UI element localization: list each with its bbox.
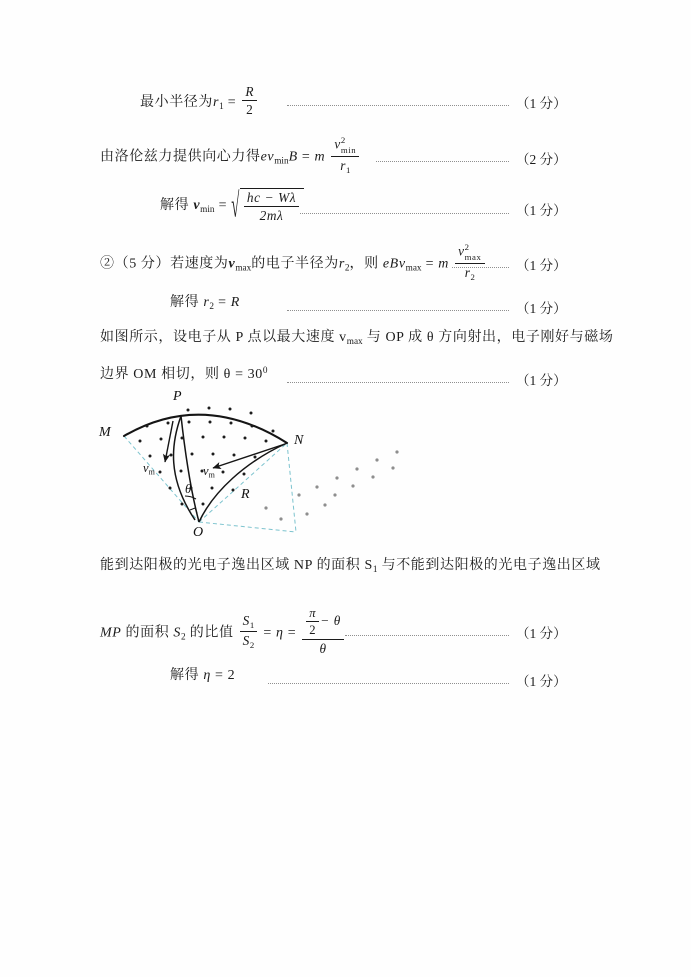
line2-num-subsup — [341, 136, 356, 155]
line9-big-den: θ — [319, 640, 327, 656]
line4-equals: = — [425, 256, 435, 272]
line5-equals: = — [218, 295, 227, 310]
figure-label-theta: θ — [185, 481, 192, 496]
line7-degree: 0 — [262, 365, 269, 375]
line4-fraction — [455, 243, 484, 282]
line4-r-var: r — [338, 256, 345, 272]
score-7: （1 分） — [516, 373, 567, 388]
line5-rhs: R — [230, 295, 240, 310]
line6-v-sub: max — [346, 335, 363, 346]
line1-prefix: 最小半径为 — [140, 95, 213, 110]
line9-big-num — [302, 606, 344, 640]
line3-radicand — [240, 188, 304, 224]
line4-den-sub: 2 — [470, 271, 475, 282]
line9-ratio-den-var: S — [242, 632, 250, 648]
line3-sqrt — [231, 188, 304, 224]
construction-dashes — [124, 436, 296, 532]
line4-num-subsup — [465, 243, 482, 262]
line9-prefix-a: MP — [100, 625, 122, 641]
line1-var-sub: 1 — [219, 100, 224, 111]
line9-minus-theta: − θ — [320, 612, 341, 628]
line2-frac-denominator — [331, 157, 359, 175]
trajectory-P-to-O — [181, 416, 199, 522]
leader-line-5 — [287, 309, 509, 311]
line5-var-sub: 2 — [209, 300, 214, 311]
line4-den-var: r — [464, 264, 471, 280]
figure-label-P: P — [173, 389, 182, 404]
line3-frac-denominator: 2mλ — [259, 208, 284, 224]
line8-s-sub: 1 — [372, 563, 378, 574]
line2-lhs-tail: B — [288, 149, 298, 165]
line9-s2: S — [173, 625, 182, 641]
answer-line-vmin — [160, 188, 304, 224]
figure-label-velocity-left — [143, 461, 155, 476]
line8-text2: 与不能到达阳极的光电子逸出区域 — [377, 558, 601, 573]
line1-fraction — [242, 84, 257, 118]
line6-text2: 与 OP 成 θ 方向射出，电子刚好与磁场 — [362, 330, 614, 345]
line4-num-sub: max — [464, 252, 482, 263]
line4-mass: m — [438, 256, 449, 272]
score-1: （1 分） — [516, 96, 567, 111]
line2-lhs-sub: min — [274, 155, 289, 166]
line3-fraction — [244, 190, 299, 224]
line7-text: 边界 OM 相切，则 θ = 30 — [100, 366, 263, 382]
line3-var-sub: min — [200, 203, 215, 214]
line1-equals: = — [227, 95, 237, 110]
line9-pi: π — [306, 606, 319, 623]
score-10: （1 分） — [516, 674, 567, 689]
leader-line-3 — [300, 212, 509, 214]
line4-num-var: v — [458, 243, 465, 259]
line2-mass: m — [314, 149, 326, 165]
figure-label-N: N — [294, 433, 304, 448]
line10-equals: = — [214, 668, 224, 683]
line1-var: r — [213, 95, 220, 110]
line5-var: r — [203, 295, 210, 310]
arc-boundary-MN — [124, 415, 287, 443]
line9-ratio-num-var: S — [242, 612, 250, 628]
line2-prefix: 由洛伦兹力提供向心力得 — [100, 149, 261, 165]
line1-frac-denominator: 2 — [246, 102, 254, 118]
line2-num-sup: 2 — [340, 135, 346, 146]
figure-label-R: R — [241, 487, 250, 502]
physics-diagram — [85, 389, 430, 547]
line9-equals-2: = — [287, 625, 297, 641]
leader-line-2 — [376, 160, 509, 162]
vm-left-var: v — [143, 461, 149, 475]
line10-eta: η — [203, 668, 211, 683]
score-9: （1 分） — [516, 626, 567, 641]
line2-num-sub: min — [340, 145, 357, 156]
line4-lhs: eBv — [382, 256, 406, 272]
line9-pi-over-two — [306, 606, 319, 638]
figure-label-O: O — [193, 525, 204, 540]
leader-line-7 — [287, 381, 509, 383]
vm-right-sub: m — [208, 470, 215, 480]
magnetic-field-dots-outside — [264, 450, 398, 520]
answer-line-eta-result — [170, 668, 235, 683]
line10-value: 2 — [227, 668, 236, 683]
line9-prefix-c: 的比值 — [185, 625, 234, 641]
diagram-svg — [85, 392, 430, 547]
line4-frac-numerator — [455, 243, 484, 264]
answer-line-item2 — [100, 242, 487, 284]
answer-line-ratio — [100, 605, 346, 658]
line3-frac-numerator: hc − Wλ — [244, 190, 299, 207]
line9-ratio-den — [240, 632, 258, 650]
line2-frac-numerator — [331, 136, 359, 157]
figure-label-M: M — [99, 425, 111, 440]
leader-line-10 — [268, 682, 509, 684]
line5-prefix: 解得 — [170, 295, 200, 310]
line4-num-sup: 2 — [464, 242, 470, 253]
line9-ratio-fraction — [240, 613, 258, 650]
line10-prefix: 解得 — [170, 668, 200, 683]
score-3: （1 分） — [516, 203, 567, 218]
line4-r-sub: 2 — [344, 262, 350, 273]
line9-prefix-b: 的面积 — [121, 625, 174, 641]
vm-left-sub: m — [148, 467, 155, 477]
line2-num-var: v — [334, 136, 341, 152]
score-2: （2 分） — [516, 152, 567, 167]
leader-line-1 — [287, 104, 509, 106]
line4-v-var: v — [228, 256, 236, 272]
vm-right-var: v — [203, 464, 209, 478]
answer-line-description-1 — [100, 330, 613, 346]
line4-lhs-sub: max — [405, 262, 422, 273]
answer-line-r2 — [170, 295, 240, 311]
line2-den-var: r — [340, 157, 346, 173]
line6-text: 如图所示，设电子从 P 点以最大速度 v — [100, 330, 347, 345]
line9-s2-sub: 2 — [181, 631, 186, 642]
answer-line-description-2 — [100, 365, 268, 382]
answer-line-min-radius — [140, 83, 259, 120]
line9-ratio-num — [240, 613, 258, 632]
line9-two: 2 — [309, 623, 317, 638]
line9-ratio-num-sub: 1 — [249, 619, 255, 630]
line8-text: 能到达阳极的光电子逸出区域 NP 的面积 S — [100, 558, 373, 573]
line4-v-sub: max — [235, 262, 252, 273]
line2-fraction — [331, 136, 359, 175]
radical-sign: √ — [231, 187, 240, 226]
line4-text-a: 若速度为 — [170, 256, 229, 272]
score-5: （1 分） — [516, 301, 567, 316]
line2-den-sub: 1 — [346, 164, 351, 175]
line9-big-fraction — [302, 606, 344, 656]
line3-var: v — [193, 198, 201, 213]
score-4: （1 分） — [516, 258, 567, 273]
leader-line-9 — [345, 634, 509, 636]
answer-line-lorentz — [100, 135, 361, 177]
line3-equals: = — [218, 198, 228, 213]
line4-text-b: 的电子半径为 — [251, 256, 339, 272]
answer-line-description-3 — [100, 558, 601, 574]
line9-eta: η — [276, 625, 284, 641]
line9-ratio-den-sub: 2 — [249, 639, 255, 650]
line4-marker: ②（5 分） — [100, 256, 171, 272]
line9-equals-1: = — [263, 625, 272, 641]
leader-line-4 — [452, 266, 509, 268]
line4-text-c: ，则 — [349, 256, 379, 272]
line2-lhs: ev — [260, 149, 275, 165]
line3-prefix: 解得 — [160, 198, 190, 213]
line1-frac-numerator: R — [242, 84, 257, 101]
figure-label-velocity-right — [203, 464, 215, 479]
line2-equals: = — [301, 149, 311, 165]
